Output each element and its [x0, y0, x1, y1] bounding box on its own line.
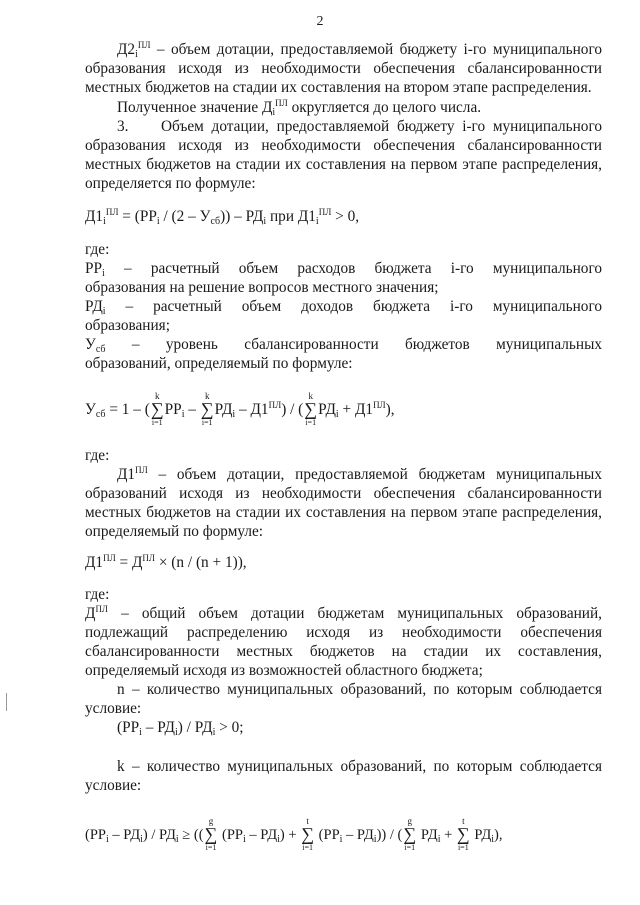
- formula-d1pl: [85, 553, 602, 572]
- sum-symbol-6: [403, 816, 417, 852]
- d2-definition-line1: [85, 40, 602, 59]
- d2-term-text: Д2: [117, 41, 136, 58]
- f4-p4: )) / (: [376, 827, 403, 843]
- d1-definition-line4: определяемый по формуле:: [85, 523, 264, 540]
- u-term: У: [85, 336, 96, 353]
- f1-a: Д1: [85, 208, 104, 225]
- f4-c-sub: i: [175, 834, 179, 845]
- f4-p3-minus: – РД: [342, 827, 374, 843]
- dpl-definition-line3: сбалансированности местных бюджетов на стадии их составления,: [85, 643, 602, 660]
- f3-b: = Д: [115, 554, 143, 571]
- item3-line1: [85, 117, 602, 136]
- sum4-upper: g: [208, 816, 214, 826]
- f4-end: ),: [494, 827, 503, 843]
- d2-definition-line2: образования исходя из необходимости обеспечения сбалансированности: [85, 60, 602, 77]
- sum1-sigma: ∑: [150, 399, 164, 419]
- sum2-sigma: ∑: [200, 399, 214, 419]
- sum4-lower: i=1: [205, 843, 217, 852]
- f2-rr: РР: [164, 401, 182, 418]
- k-definition-line2: условие:: [85, 777, 142, 794]
- where-label-3: где:: [85, 586, 110, 603]
- c1-d: > 0;: [215, 719, 244, 736]
- rounding-pre: Полученное значение Д: [117, 99, 273, 116]
- f4-p3: (РР: [315, 827, 340, 843]
- f2-rd: РД: [214, 401, 233, 418]
- d2-definition-line3: местных бюджетов на стадии их составления на втором этапе распределения.: [85, 79, 592, 96]
- sum2-lower: i=1: [201, 418, 213, 427]
- c1-b: – РД: [141, 719, 175, 736]
- f2-lhs: У: [85, 401, 96, 418]
- c1-a: (РР: [117, 719, 140, 736]
- f4-ge: ≥ ((: [178, 827, 204, 843]
- f2-rd2-sub: i: [335, 409, 339, 420]
- f2-d1-sup2: ПЛ: [373, 400, 386, 410]
- d1-term-sup: ПЛ: [135, 465, 148, 475]
- sum7-lower: i=1: [457, 843, 469, 852]
- rd-definition-line2: образования;: [85, 317, 170, 334]
- f1-f: > 0,: [331, 208, 360, 225]
- f1-a-sub: i: [103, 216, 106, 227]
- f1-e-sub: i: [315, 216, 319, 227]
- f2-d1-sup: ПЛ: [268, 400, 282, 410]
- rd-term: РД: [85, 298, 103, 315]
- f2-eq: = 1 – (: [105, 401, 150, 418]
- u-definition-line2: образований, определяемый по формуле:: [85, 355, 353, 372]
- f1-b: = (РР: [118, 208, 157, 225]
- dpl-text1: – общий объем дотации бюджетам муниципальных образований,: [108, 605, 602, 622]
- n-definition-line1: n – количество муниципальных образований, по которым соблюдается: [117, 681, 602, 698]
- formula-k-condition: [85, 816, 625, 852]
- f4-a-sub: i: [105, 834, 109, 845]
- k-definition-line1: k – количество муниципальных образований, по которым соблюдается: [117, 758, 602, 775]
- rounding-sup: ПЛ: [275, 98, 288, 108]
- f1-a-sup: ПЛ: [105, 207, 119, 217]
- f4-rd2: РД: [470, 827, 492, 843]
- u-definition-line1: [85, 335, 602, 354]
- item3-text1: Объем дотации, предоставляемой бюджету i-го муниципального: [161, 118, 602, 135]
- sum1-lower: i=1: [151, 418, 163, 427]
- f2-mid: ) / (: [281, 401, 304, 418]
- rounding-sub: i: [272, 107, 276, 118]
- f2-lhs-sub: сб: [95, 409, 106, 420]
- rr-definition-line1: [85, 259, 602, 278]
- sum3-lower: i=1: [305, 418, 317, 427]
- u-term-sub: сб: [95, 344, 106, 355]
- sum-symbol-4: [204, 816, 218, 852]
- d1-definition-line2: образований исходя из необходимости обеспечения сбалансированности: [85, 485, 602, 502]
- sum-symbol-7: [456, 816, 470, 852]
- rr-text1: – расчетный объем расходов бюджета i-го муниципального: [104, 260, 602, 277]
- dpl-term: Д: [85, 605, 96, 622]
- f3-c: × (n / (n + 1)),: [155, 554, 247, 571]
- sum7-sigma: ∑: [456, 824, 470, 844]
- sum1-upper: k: [155, 391, 160, 401]
- item3-line3: местных бюджетов на стадии их составления на первом этапе распределения,: [85, 156, 602, 173]
- f4-p3-rd-sub: i: [373, 834, 377, 845]
- rounding-post: округляется до целого числа.: [287, 99, 482, 116]
- rd-text1: – расчетный объем доходов бюджета i-го муниципального: [105, 298, 602, 315]
- f2-rr-sub: i: [181, 409, 185, 420]
- condition-n: [85, 718, 602, 737]
- sum-symbol-1: [150, 391, 164, 427]
- d1-term: Д1: [117, 466, 136, 483]
- rounding-sentence: [85, 98, 602, 117]
- page-number: 2: [316, 14, 324, 29]
- f4-plus2: +: [440, 827, 456, 843]
- sum5-sigma: ∑: [301, 824, 315, 844]
- c1-b-sub: i: [174, 727, 178, 738]
- f1-c-sub: сб: [210, 216, 221, 227]
- f4-p2: ): [279, 827, 285, 843]
- c1-a-sub: i: [139, 727, 142, 738]
- sum4-sigma: ∑: [204, 824, 218, 844]
- sum6-lower: i=1: [404, 843, 416, 852]
- f2-rd2: РД: [318, 401, 336, 418]
- d2-term-sup: ПЛ: [137, 40, 151, 50]
- c1-c-sub: i: [212, 727, 216, 738]
- f4-a: (РР: [85, 827, 106, 843]
- dpl-term-sup: ПЛ: [95, 604, 109, 614]
- sum3-upper: k: [308, 391, 313, 401]
- d1-text1: – объем дотации, предоставляемой бюджетам муниципальных: [147, 466, 602, 483]
- d2-definition-text1: – объем дотации, предоставляемой бюджету i-го муниципального: [150, 41, 602, 58]
- f4-p1-sub: i: [242, 834, 246, 845]
- rd-term-sub: i: [102, 306, 106, 317]
- d1-definition-line3: местных бюджетов на стадии их составления на первом этапе распределения,: [85, 504, 602, 521]
- n-definition-line2: условие:: [85, 700, 142, 717]
- f4-plus: +: [284, 827, 301, 843]
- sum-symbol-3: [304, 391, 318, 427]
- dpl-definition-line1: [85, 604, 602, 623]
- f1-e-sup: ПЛ: [318, 207, 332, 217]
- f2-rd-sub: i: [232, 409, 236, 420]
- item3-number: 3.: [117, 118, 129, 135]
- f3-a-sup: ПЛ: [103, 553, 116, 563]
- scan-margin-mark: [6, 693, 7, 711]
- sum5-lower: i=1: [302, 843, 313, 852]
- f4-rd2-sub: i: [491, 834, 495, 845]
- f1-b-sub: i: [156, 216, 160, 227]
- d1-definition-line1: [85, 465, 602, 484]
- item3-line4: определяется по формуле:: [85, 175, 256, 192]
- formula-d1i: [85, 207, 602, 226]
- f4-p1-rd-sub: i: [277, 834, 280, 845]
- sum6-sigma: ∑: [403, 824, 417, 844]
- f4-p3-sub: i: [339, 834, 343, 845]
- sum7-upper: t: [462, 816, 465, 826]
- f2-minus-d1: – Д1: [235, 401, 269, 418]
- rr-term-sub: i: [102, 268, 105, 279]
- f1-d: )) – РД: [220, 208, 264, 225]
- dpl-definition-line2: подлежащий распределению исходя из необходимости обеспечения: [85, 624, 602, 641]
- rd-definition-line1: [85, 297, 602, 316]
- f4-b-sub: i: [140, 834, 143, 845]
- f4-rd: РД: [417, 827, 438, 843]
- rr-term: РР: [85, 260, 103, 277]
- u-text1: – уровень сбалансированности бюджетов муниципальных: [105, 336, 602, 353]
- sum3-sigma: ∑: [304, 399, 318, 419]
- f3-a: Д1: [85, 554, 104, 571]
- f2-plus-d1: + Д1: [338, 401, 374, 418]
- dpl-definition-line4: определяемый исходя из возможностей областного бюджета;: [85, 662, 483, 679]
- f1-d-sub: i: [263, 216, 267, 227]
- rr-definition-line2: образования на решение вопросов местного значения;: [85, 279, 439, 296]
- where-label-1: где:: [85, 241, 110, 258]
- f2-minus: –: [184, 401, 200, 418]
- f4-p1-minus: – РД: [245, 827, 278, 843]
- item3-line2: образования исходя из необходимости обеспечения сбалансированности: [85, 137, 602, 154]
- d2-term-sub: i: [135, 49, 138, 60]
- sum5-upper: t: [306, 816, 309, 826]
- f1-c: / (2 – У: [159, 208, 211, 225]
- formula-usb: [85, 391, 602, 427]
- f3-b-sup: ПЛ: [142, 553, 156, 563]
- f2-end: ),: [385, 401, 395, 418]
- f4-b: – РД: [108, 827, 141, 843]
- c1-c: ) / РД: [177, 719, 213, 736]
- sum-symbol-2: [200, 391, 214, 427]
- sum2-upper: k: [204, 391, 210, 401]
- f4-p1: (РР: [218, 827, 243, 843]
- sum-symbol-5: [301, 816, 315, 852]
- where-label-2: где:: [85, 447, 110, 464]
- f4-rd-sub: i: [437, 834, 441, 845]
- f1-e: при Д1: [266, 208, 316, 225]
- sum6-upper: g: [407, 816, 413, 826]
- d2-term: [117, 41, 150, 58]
- f4-c: ) / РД: [142, 827, 176, 843]
